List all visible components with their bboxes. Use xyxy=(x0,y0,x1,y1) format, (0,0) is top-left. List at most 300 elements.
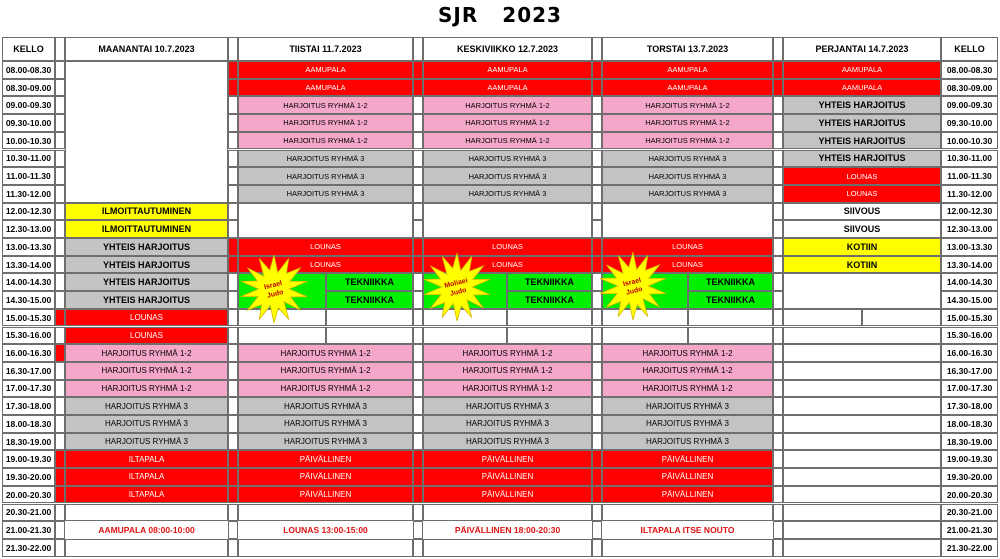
empty-cell xyxy=(783,380,941,398)
gap-cell xyxy=(773,132,783,150)
time-label: 13.30-14.00 xyxy=(2,256,55,274)
event-joint-training: YHTEIS HARJOITUS xyxy=(65,256,228,274)
gap-cell xyxy=(413,327,423,345)
event-training-12: HARJOITUS RYHMÄ 1-2 xyxy=(238,114,413,132)
note-tuesday: LOUNAS 13:00-15:00 xyxy=(283,525,368,536)
event-training-3: HARJOITUS RYHMÄ 3 xyxy=(602,433,773,451)
gap-cell xyxy=(55,96,65,114)
event-breakfast: AAMUPALA xyxy=(423,79,592,97)
time-label: 14.30-15.00 xyxy=(2,291,55,309)
starburst-text: Judo xyxy=(266,288,285,300)
gap-cell xyxy=(228,362,238,380)
time-label: 12.30-13.00 xyxy=(2,220,55,238)
gap-cell xyxy=(228,37,238,61)
event-cleaning: SIIVOUS xyxy=(783,220,941,238)
starburst-badge xyxy=(236,254,312,324)
event-departure: KOTIIN xyxy=(783,256,941,274)
event-lunch: LOUNAS xyxy=(65,309,228,327)
empty-cell xyxy=(783,450,941,468)
empty-cell xyxy=(862,309,941,327)
starburst-text: Judo xyxy=(625,285,644,297)
starburst-text: Israel xyxy=(622,276,642,289)
gap-cell xyxy=(55,132,65,150)
time-label: 21.30-22.00 xyxy=(941,539,998,557)
time-label: 20.00-20.30 xyxy=(941,486,998,504)
empty-cell xyxy=(602,539,773,557)
event-training-3: HARJOITUS RYHMÄ 3 xyxy=(423,433,592,451)
gap-cell xyxy=(592,96,602,114)
event-registration: ILMOITTAUTUMINEN xyxy=(65,203,228,221)
empty-cell xyxy=(423,504,592,522)
event-lunch: LOUNAS xyxy=(783,167,941,185)
gap-cell xyxy=(773,344,783,362)
time-label: 17.30-18.00 xyxy=(941,397,998,415)
event-dinner: PÄIVÄLLINEN xyxy=(602,468,773,486)
gap-cell xyxy=(773,150,783,168)
gap-cell xyxy=(413,521,423,539)
time-label: 18.30-19.00 xyxy=(941,433,998,451)
gap-cell xyxy=(228,132,238,150)
gap-cell xyxy=(592,185,602,203)
gap-cell xyxy=(413,96,423,114)
gap-cell xyxy=(592,362,602,380)
gap-cell xyxy=(228,114,238,132)
gap-cell xyxy=(773,397,783,415)
starburst-badge xyxy=(419,252,495,322)
event-lunch: LOUNAS xyxy=(602,256,773,274)
empty-cell xyxy=(238,539,413,557)
time-label: 18.00-18.30 xyxy=(941,415,998,433)
gap-cell xyxy=(228,79,238,97)
gap-cell xyxy=(55,504,65,522)
empty-cell xyxy=(326,309,413,327)
time-label: 15.30-16.00 xyxy=(941,327,998,345)
gap-cell xyxy=(55,450,65,468)
gap-cell xyxy=(773,468,783,486)
event-training-3: HARJOITUS RYHMÄ 3 xyxy=(238,167,413,185)
event-dinner: PÄIVÄLLINEN xyxy=(602,450,773,468)
gap-cell xyxy=(413,344,423,362)
gap-cell xyxy=(592,486,602,504)
event-training-12: HARJOITUS RYHMÄ 1-2 xyxy=(423,344,592,362)
gap-cell xyxy=(592,468,602,486)
event-training-12: HARJOITUS RYHMÄ 1-2 xyxy=(65,380,228,398)
note-wednesday: PÄIVÄLLINEN 18:00-20:30 xyxy=(454,525,561,536)
gap-cell xyxy=(228,397,238,415)
event-training-3: HARJOITUS RYHMÄ 3 xyxy=(423,167,592,185)
gap-cell xyxy=(55,344,65,362)
empty-cell xyxy=(688,327,773,345)
gap-cell xyxy=(228,220,238,238)
starburst-shape xyxy=(600,252,666,320)
gap-cell xyxy=(228,380,238,398)
event-training-3: HARJOITUS RYHMÄ 3 xyxy=(238,150,413,168)
event-training-3: HARJOITUS RYHMÄ 3 xyxy=(602,397,773,415)
event-evening-snack: ILTAPALA xyxy=(65,468,228,486)
gap-cell xyxy=(413,397,423,415)
time-label: 18.30-19.00 xyxy=(2,433,55,451)
event-evening-snack: ILTAPALA xyxy=(65,450,228,468)
gap-cell xyxy=(413,185,423,203)
time-label: 14.00-14.30 xyxy=(2,273,55,291)
event-breakfast: AAMUPALA xyxy=(602,79,773,97)
gap-cell xyxy=(773,37,783,61)
event-joint-training: YHTEIS HARJOITUS xyxy=(783,96,941,114)
empty-cell xyxy=(65,61,228,203)
time-label: 08.00-08.30 xyxy=(941,61,998,79)
time-label: 08.30-09.00 xyxy=(2,79,55,97)
event-training-3: HARJOITUS RYHMÄ 3 xyxy=(423,150,592,168)
starburst-badge xyxy=(595,251,671,321)
time-label: 10.00-10.30 xyxy=(2,132,55,150)
time-label: 17.00-17.30 xyxy=(941,380,998,398)
gap-cell xyxy=(228,150,238,168)
time-label: 17.00-17.30 xyxy=(2,380,55,398)
event-breakfast: AAMUPALA xyxy=(423,61,592,79)
event-lunch: LOUNAS xyxy=(238,256,413,274)
gap-cell xyxy=(55,468,65,486)
gap-cell xyxy=(773,362,783,380)
gap-cell xyxy=(773,504,783,522)
gap-cell xyxy=(592,415,602,433)
time-label: 16.30-17.00 xyxy=(2,362,55,380)
note-thursday: ILTAPALA ITSE NOUTO xyxy=(640,525,735,536)
empty-cell xyxy=(65,504,228,522)
time-label: 16.00-16.30 xyxy=(2,344,55,362)
event-training-12: HARJOITUS RYHMÄ 1-2 xyxy=(602,344,773,362)
gap-cell xyxy=(413,61,423,79)
gap-cell xyxy=(592,79,602,97)
gap-cell xyxy=(773,203,783,221)
event-training-3: HARJOITUS RYHMÄ 3 xyxy=(65,415,228,433)
event-training-12: HARJOITUS RYHMÄ 1-2 xyxy=(602,380,773,398)
event-training-12: HARJOITUS RYHMÄ 1-2 xyxy=(602,96,773,114)
empty-cell xyxy=(783,309,862,327)
gap-cell xyxy=(228,185,238,203)
gap-cell xyxy=(55,415,65,433)
event-breakfast: AAMUPALA xyxy=(602,61,773,79)
gap-cell xyxy=(773,309,783,327)
event-training-12: HARJOITUS RYHMÄ 1-2 xyxy=(238,344,413,362)
gap-cell xyxy=(55,203,65,221)
event-training-12: HARJOITUS RYHMÄ 1-2 xyxy=(65,362,228,380)
gap-cell xyxy=(592,504,602,522)
gap-cell xyxy=(592,150,602,168)
gap-cell xyxy=(592,450,602,468)
event-breakfast: AAMUPALA xyxy=(238,61,413,79)
gap-cell xyxy=(773,521,783,539)
event-training-12: HARJOITUS RYHMÄ 1-2 xyxy=(423,96,592,114)
time-label: 12.30-13.00 xyxy=(941,220,998,238)
gap-cell xyxy=(773,273,783,291)
empty-cell xyxy=(423,327,507,345)
gap-cell xyxy=(773,256,783,274)
gap-cell xyxy=(55,79,65,97)
event-evening-snack: ILTAPALA xyxy=(65,486,228,504)
gap-cell xyxy=(228,504,238,522)
time-label: 10.00-10.30 xyxy=(941,132,998,150)
event-dinner: PÄIVÄLLINEN xyxy=(423,468,592,486)
event-training-12: HARJOITUS RYHMÄ 1-2 xyxy=(65,344,228,362)
gap-cell xyxy=(592,433,602,451)
event-departure: KOTIIN xyxy=(783,238,941,256)
time-label: 16.00-16.30 xyxy=(941,344,998,362)
gap-cell xyxy=(773,486,783,504)
starburst-text: Israel xyxy=(263,279,283,292)
gap-cell xyxy=(228,539,238,557)
event-training-12: HARJOITUS RYHMÄ 1-2 xyxy=(602,114,773,132)
gap-cell xyxy=(592,37,602,61)
empty-cell xyxy=(783,521,941,539)
time-label: 20.30-21.00 xyxy=(2,504,55,522)
gap-cell xyxy=(228,415,238,433)
gap-cell xyxy=(55,291,65,309)
gap-cell xyxy=(773,238,783,256)
time-label: 20.00-20.30 xyxy=(2,486,55,504)
gap-cell xyxy=(55,273,65,291)
event-dinner: PÄIVÄLLINEN xyxy=(238,486,413,504)
gap-cell xyxy=(228,61,238,79)
gap-cell xyxy=(55,185,65,203)
time-label: 15.00-15.30 xyxy=(2,309,55,327)
empty-cell xyxy=(783,504,941,522)
empty-cell xyxy=(423,203,592,238)
event-technique: TEKNIIKKA xyxy=(507,273,592,291)
title-year: 2023 xyxy=(502,3,562,27)
empty-cell xyxy=(783,415,941,433)
gap-cell xyxy=(773,167,783,185)
gap-cell xyxy=(55,397,65,415)
event-lunch: LOUNAS xyxy=(423,238,592,256)
event-breakfast: AAMUPALA xyxy=(238,79,413,97)
starburst-text: Moliaei xyxy=(443,277,469,290)
event-technique: TEKNIIKKA xyxy=(688,291,773,309)
time-label: 12.00-12.30 xyxy=(2,203,55,221)
empty-cell xyxy=(423,539,592,557)
header-monday: MAANANTAI 10.7.2023 xyxy=(65,37,228,61)
event-cleaning: SIIVOUS xyxy=(783,203,941,221)
empty-cell xyxy=(688,309,773,327)
starburst-shape xyxy=(241,255,307,323)
event-joint-training: YHTEIS HARJOITUS xyxy=(65,291,228,309)
event-training-3: HARJOITUS RYHMÄ 3 xyxy=(65,433,228,451)
gap-cell xyxy=(55,220,65,238)
gap-cell xyxy=(413,468,423,486)
empty-cell xyxy=(783,433,941,451)
gap-cell xyxy=(413,433,423,451)
gap-cell xyxy=(773,327,783,345)
event-breakfast: AAMUPALA xyxy=(783,79,941,97)
gap-cell xyxy=(55,167,65,185)
empty-cell xyxy=(783,344,941,362)
gap-cell xyxy=(773,79,783,97)
gap-cell xyxy=(55,486,65,504)
event-training-12: HARJOITUS RYHMÄ 1-2 xyxy=(423,132,592,150)
empty-cell xyxy=(602,327,688,345)
gap-cell xyxy=(413,220,423,238)
event-dinner: PÄIVÄLLINEN xyxy=(423,486,592,504)
time-label: 21.00-21.30 xyxy=(941,521,998,539)
gap-cell xyxy=(55,539,65,557)
empty-cell xyxy=(783,486,941,504)
event-training-3: HARJOITUS RYHMÄ 3 xyxy=(602,150,773,168)
event-lunch: LOUNAS xyxy=(65,327,228,345)
empty-cell xyxy=(783,397,941,415)
time-label: 08.30-09.00 xyxy=(941,79,998,97)
gap-cell xyxy=(55,362,65,380)
empty-cell xyxy=(238,203,413,238)
event-technique: TEKNIIKKA xyxy=(326,291,413,309)
gap-cell xyxy=(413,167,423,185)
gap-cell xyxy=(55,114,65,132)
event-training-12: HARJOITUS RYHMÄ 1-2 xyxy=(602,132,773,150)
empty-cell xyxy=(602,203,773,238)
event-dinner: PÄIVÄLLINEN xyxy=(238,450,413,468)
event-breakfast: AAMUPALA xyxy=(783,61,941,79)
event-training-12: HARJOITUS RYHMÄ 1-2 xyxy=(238,362,413,380)
event-training-3: HARJOITUS RYHMÄ 3 xyxy=(602,167,773,185)
gap-cell xyxy=(55,433,65,451)
empty-cell xyxy=(238,504,413,522)
time-label: 20.30-21.00 xyxy=(941,504,998,522)
gap-cell xyxy=(592,344,602,362)
event-technique: TEKNIIKKA xyxy=(326,273,413,291)
gap-cell xyxy=(55,380,65,398)
gap-cell xyxy=(413,362,423,380)
gap-cell xyxy=(413,486,423,504)
header-wednesday: KESKIVIIKKO 12.7.2023 xyxy=(423,37,592,61)
event-joint-training: YHTEIS HARJOITUS xyxy=(65,238,228,256)
gap-cell xyxy=(592,521,602,539)
event-training-3: HARJOITUS RYHMÄ 3 xyxy=(238,185,413,203)
gap-cell xyxy=(413,415,423,433)
event-training-3: HARJOITUS RYHMÄ 3 xyxy=(602,415,773,433)
event-lunch: LOUNAS xyxy=(423,256,592,274)
gap-cell xyxy=(413,504,423,522)
gap-cell xyxy=(55,37,65,61)
event-training-12: HARJOITUS RYHMÄ 1-2 xyxy=(238,96,413,114)
empty-cell xyxy=(783,362,941,380)
gap-cell xyxy=(228,521,238,539)
time-label: 11.00-11.30 xyxy=(2,167,55,185)
gap-cell xyxy=(413,450,423,468)
time-label: 13.00-13.30 xyxy=(941,238,998,256)
event-dinner: PÄIVÄLLINEN xyxy=(602,486,773,504)
gap-cell xyxy=(773,450,783,468)
event-lunch: LOUNAS xyxy=(238,238,413,256)
header-friday: PERJANTAI 14.7.2023 xyxy=(783,37,941,61)
event-technique: TEKNIIKKA xyxy=(688,273,773,291)
gap-cell xyxy=(228,486,238,504)
title-text: SJR xyxy=(438,3,479,27)
event-training-12: HARJOITUS RYHMÄ 1-2 xyxy=(423,362,592,380)
gap-cell xyxy=(228,167,238,185)
empty-cell xyxy=(783,273,941,308)
time-label: 12.00-12.30 xyxy=(941,203,998,221)
gap-cell xyxy=(773,220,783,238)
gap-cell xyxy=(592,61,602,79)
gap-cell xyxy=(55,521,65,539)
gap-cell xyxy=(413,203,423,221)
gap-cell xyxy=(55,61,65,79)
gap-cell xyxy=(55,238,65,256)
time-label: 21.00-21.30 xyxy=(2,521,55,539)
gap-cell xyxy=(592,539,602,557)
time-label: 19.30-20.00 xyxy=(2,468,55,486)
gap-cell xyxy=(592,114,602,132)
empty-cell xyxy=(65,539,228,557)
event-training-12: HARJOITUS RYHMÄ 1-2 xyxy=(238,380,413,398)
event-training-3: HARJOITUS RYHMÄ 3 xyxy=(238,433,413,451)
event-training-12: HARJOITUS RYHMÄ 1-2 xyxy=(238,132,413,150)
empty-cell xyxy=(783,327,941,345)
gap-cell xyxy=(228,450,238,468)
gap-cell xyxy=(413,37,423,61)
time-label: 09.00-09.30 xyxy=(2,96,55,114)
gap-cell xyxy=(55,256,65,274)
time-label: 13.00-13.30 xyxy=(2,238,55,256)
gap-cell xyxy=(55,150,65,168)
time-label: 19.00-19.30 xyxy=(2,450,55,468)
gap-cell xyxy=(228,327,238,345)
empty-cell xyxy=(326,327,413,345)
event-dinner: PÄIVÄLLINEN xyxy=(423,450,592,468)
time-label: 09.30-10.00 xyxy=(2,114,55,132)
time-label: 08.00-08.30 xyxy=(2,61,55,79)
event-training-3: HARJOITUS RYHMÄ 3 xyxy=(238,415,413,433)
event-training-12: HARJOITUS RYHMÄ 1-2 xyxy=(423,380,592,398)
event-training-12: HARJOITUS RYHMÄ 1-2 xyxy=(423,114,592,132)
event-training-3: HARJOITUS RYHMÄ 3 xyxy=(423,397,592,415)
gap-cell xyxy=(413,114,423,132)
time-label: 11.30-12.00 xyxy=(941,185,998,203)
starburst-text: Judo xyxy=(449,286,468,298)
gap-cell xyxy=(413,539,423,557)
event-training-3: HARJOITUS RYHMÄ 3 xyxy=(602,185,773,203)
time-label: 21.30-22.00 xyxy=(2,539,55,557)
gap-cell xyxy=(228,203,238,221)
event-technique: TEKNIIKKA xyxy=(507,291,592,309)
gap-cell xyxy=(592,397,602,415)
time-label: 11.30-12.00 xyxy=(2,185,55,203)
header-thursday: TORSTAI 13.7.2023 xyxy=(602,37,773,61)
empty-cell xyxy=(783,539,941,557)
header-kello-right: KELLO xyxy=(941,37,998,61)
event-joint-training: YHTEIS HARJOITUS xyxy=(783,114,941,132)
gap-cell xyxy=(592,167,602,185)
gap-cell xyxy=(773,433,783,451)
gap-cell xyxy=(413,380,423,398)
event-training-3: HARJOITUS RYHMÄ 3 xyxy=(423,415,592,433)
gap-cell xyxy=(773,380,783,398)
event-registration: ILMOITTAUTUMINEN xyxy=(65,220,228,238)
gap-cell xyxy=(228,468,238,486)
gap-cell xyxy=(228,344,238,362)
time-label: 14.30-15.00 xyxy=(941,291,998,309)
empty-cell xyxy=(507,309,592,327)
empty-cell xyxy=(783,468,941,486)
event-training-12: HARJOITUS RYHMÄ 1-2 xyxy=(602,362,773,380)
note-monday: AAMUPALA 08:00-10:00 xyxy=(98,525,195,536)
time-label: 11.00-11.30 xyxy=(941,167,998,185)
gap-cell xyxy=(773,539,783,557)
gap-cell xyxy=(55,327,65,345)
gap-cell xyxy=(773,61,783,79)
gap-cell xyxy=(592,380,602,398)
time-label: 13.30-14.00 xyxy=(941,256,998,274)
time-label: 19.30-20.00 xyxy=(941,468,998,486)
gap-cell xyxy=(413,150,423,168)
